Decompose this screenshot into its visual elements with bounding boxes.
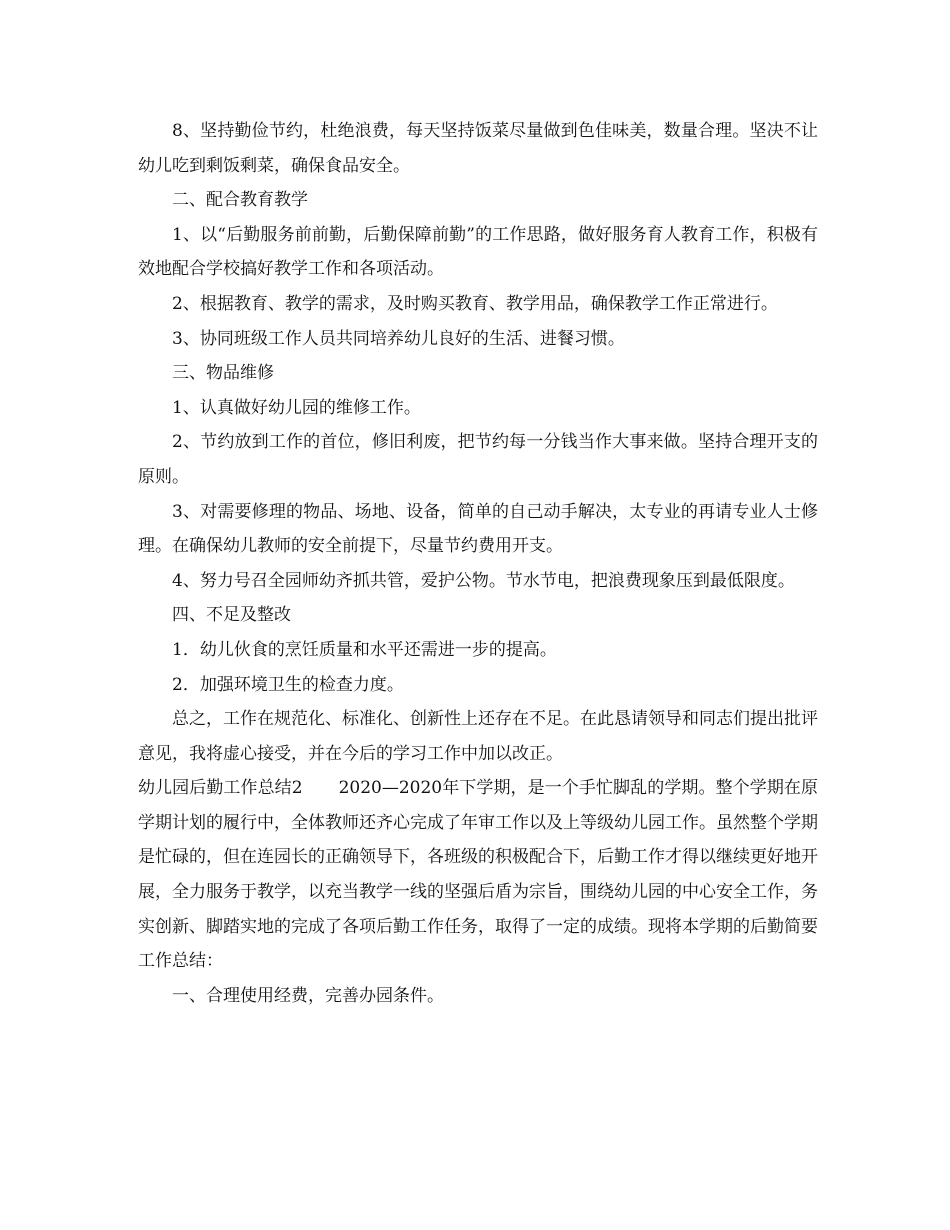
section-heading-4: 四、不足及整改 (172, 605, 291, 626)
document-body (138, 114, 818, 1013)
paragraph-item-1: 1、以“后勤服务前前勤，后勤保障前勤”的工作思路，做好服务育人教育工作，积极有效地配合学校搞好教学工作和各项活动。 (138, 224, 818, 280)
paragraph-item-3b: 3、对需要修理的物品、场地、设备，简单的自己动手解决，太专业的再请专业人士修理。在确保幼儿教师的安全前提下，尽量节约费用开支。 (138, 501, 818, 557)
paragraph-item-2: 2、根据教育、教学的需求，及时购买教育、教学用品，确保教学工作正常进行。 (172, 293, 778, 314)
paragraph-item-3: 3、协同班级工作人员共同培养幼儿良好的生活、进餐习惯。 (172, 328, 625, 349)
paragraph-summary: 总之，工作在规范化、标准化、创新性上还存在不足。在此恳请领导和同志们提出批评意见，我将虚心接受，并在今后的学习工作中加以改正。 (138, 709, 818, 764)
paragraph-item-1b: 1、认真做好幼儿园的维修工作。 (172, 397, 421, 418)
paragraph-item-4b: 4、努力号召全园师幼齐抓共管，爱护公物。节水节电，把浪费现象压到最低限度。 (172, 570, 795, 591)
section2-body: 2020—2020年下学期，是一个手忙脚乱的学期。整个学期在原学期计划的履行中，全体教师还齐心完成了年审工作以及上等级幼儿园工作。虽然整个学期是忙碌的，但在连园长的正确领导下，各班级的积极配合下，后勤工作才得以继续更好地开展，全力服务于教学，以充当教学一线的坚强后盾为宗旨，围绕幼儿园的中心安全工作，务实创新、脚踏实地的完成了各项后勤工作任务，取得了一定的成绩。现将本学期的后勤简要工作总结： (138, 778, 818, 972)
paragraph-item-2b: 2、节约放到工作的首位，修旧利废，把节约每一分钱当作大事来做。坚持合理开支的原则。 (138, 432, 818, 487)
last-heading: 一、合理使用经费，完善办园条件。 (172, 985, 444, 1006)
paragraph-item-1c: 1．幼儿伙食的烹饪质量和水平还需进一步的提高。 (172, 639, 557, 660)
section-heading-3: 三、物品维修 (172, 363, 274, 384)
paragraph-item-2c: 2．加强环境卫生的检查力度。 (172, 674, 404, 695)
section-heading-2: 二、配合教育教学 (172, 190, 308, 211)
section2-title: 幼儿园后勤工作总结2 (138, 778, 303, 799)
section2-paragraph (138, 771, 818, 979)
paragraph-item-8: 8、坚持勤俭节约，杜绝浪费，每天坚持饭菜尽量做到色佳味美，数量合理。坚决不让幼儿吃到剩饭剩菜，确保食品安全。 (138, 121, 818, 176)
